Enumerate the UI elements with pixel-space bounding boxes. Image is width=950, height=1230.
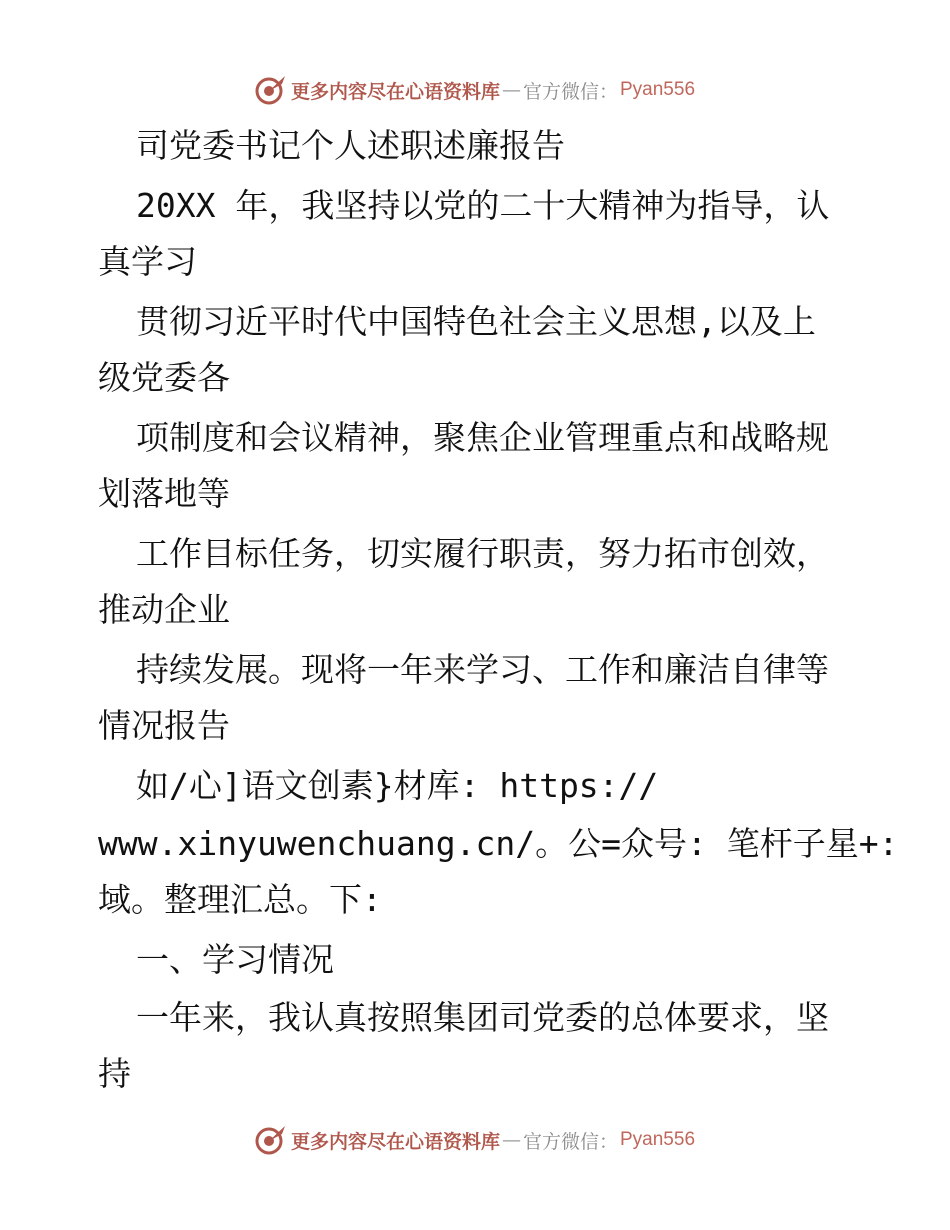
document-title: 司党委书记个人述职述廉报告 — [136, 126, 565, 165]
body-line: 贯彻习近平时代中国特色社会主义思想,以及上 — [136, 302, 816, 341]
banner-main-text: 更多内容尽在心语资料库 — [290, 1130, 500, 1153]
body-line: 域。整理汇总。下: — [98, 880, 382, 919]
quill-seal-icon — [255, 1124, 287, 1156]
body-line: 真学习 — [98, 242, 197, 281]
banner-dash: — — [501, 1129, 521, 1151]
header-banner — [0, 70, 950, 110]
banner-wechat-label: 官方微信： — [522, 80, 618, 103]
banner-wechat-id: Pyan556 — [620, 79, 696, 100]
footer-banner — [0, 1120, 950, 1160]
body-line: 划落地等 — [98, 474, 230, 513]
body-line: 如/心]语文创素}材库: https:// — [136, 766, 659, 805]
body-line: 持续发展。现将一年来学习、工作和廉洁自律等 — [136, 650, 829, 689]
quill-seal-icon — [255, 74, 287, 106]
body-line: 情况报告 — [98, 706, 230, 745]
body-line: 20XX 年，我坚持以党的二十大精神为指导，认 — [136, 186, 830, 225]
body-line: 持 — [98, 1054, 131, 1093]
banner-main-text: 更多内容尽在心语资料库 — [290, 80, 500, 103]
banner-wechat-id: Pyan556 — [620, 1129, 696, 1150]
body-line: 项制度和会议精神，聚焦企业管理重点和战略规 — [136, 418, 829, 457]
banner-wechat-label: 官方微信： — [522, 1130, 618, 1153]
banner-dash: — — [501, 79, 521, 101]
body-line: 推动企业 — [98, 590, 230, 629]
body-line: 级党委各 — [98, 358, 230, 397]
body-line: 工作目标任务，切实履行职责，努力拓市创效， — [136, 534, 829, 573]
body-line: 一年来，我认真按照集团司党委的总体要求，坚 — [136, 998, 829, 1037]
body-line: www.xinyuwenchuang.cn/。公=众号: 笔杆子星+: — [98, 824, 899, 863]
section-heading: 一、学习情况 — [136, 940, 334, 979]
